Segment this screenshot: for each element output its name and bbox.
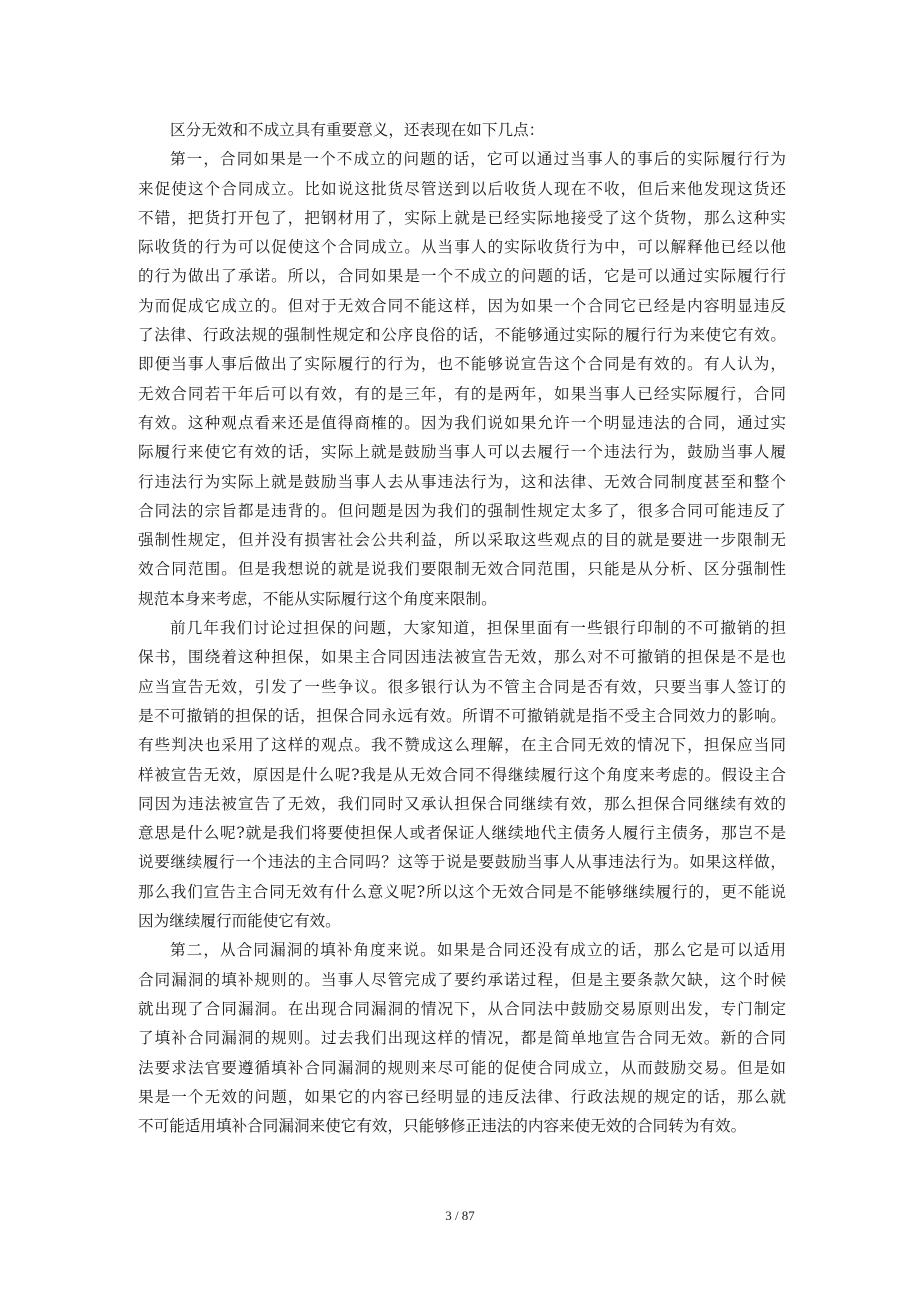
- text-line: 即便当事人事后做出了实际履行的行为，也不能够说宣告这个合同是有效的。有人认为，: [138, 355, 786, 374]
- text-line: 规范本身来考虑，不能从实际履行这个角度来限制。: [138, 589, 497, 608]
- text-line: 是不可撤销的担保的话，担保合同永远有效。所谓不可撤销就是指不受主合同效力的影响。: [138, 706, 786, 725]
- text-line: 那么我们宣告主合同无效有什么意义呢?所以这个无效合同是不能够继续履行的，更不能说: [138, 882, 786, 901]
- text-line: 第一，合同如果是一个不成立的问题的话，它可以通过当事人的事后的实际履行行为: [170, 150, 786, 169]
- text-line: 无效合同若干年后可以有效，有的是三年，有的是两年，如果当事人已经实际履行，合同: [138, 384, 786, 403]
- document-body: [138, 116, 786, 1141]
- text-line: 果是一个无效的问题，如果它的内容已经明显的违反法律、行政法规的规定的话，那么就: [138, 1087, 786, 1106]
- text-line: 的行为做出了承诺。所以，合同如果是一个不成立的问题的话，它是可以通过实际履行行: [138, 267, 786, 286]
- text-line: 前几年我们讨论过担保的问题，大家知道，担保里面有一些银行印制的不可撤销的担: [170, 619, 786, 638]
- text-line: 说要继续履行一个违法的主合同吗？这等于说是要鼓励当事人从事违法行为。如果这样做，: [138, 853, 786, 872]
- text-line: 来促使这个合同成立。比如说这批货尽管送到以后收货人现在不收，但后来他发现这货还: [138, 179, 786, 198]
- text-line: 强制性规定，但并没有损害社会公共利益，所以采取这些观点的目的就是要进一步限制无: [138, 531, 786, 550]
- text-line: 样被宣告无效，原因是什么呢?我是从无效合同不得继续履行这个角度来考虑的。假设主合: [138, 765, 786, 784]
- text-line: 了法律、行政法规的强制性规定和公序良俗的话，不能够通过实际的履行行为来使它有效。: [138, 326, 786, 345]
- text-line: 有效。这种观点看来还是值得商榷的。因为我们说如果允许一个明显违法的合同，通过实: [138, 413, 786, 432]
- text-line: 区分无效和不成立具有重要意义，还表现在如下几点：: [170, 121, 545, 139]
- text-line: 法要求法官要遵循填补合同漏洞的规则来尽可能的促使合同成立，从而鼓励交易。但是如: [138, 1058, 786, 1077]
- text-line: 行违法行为实际上就是鼓励当事人去从事违法行为，这和法律、无效合同制度甚至和整个: [138, 472, 786, 491]
- text-line: 第二，从合同漏洞的填补角度来说。如果是合同还没有成立的话，那么它是可以适用: [170, 941, 786, 960]
- text-line: 际履行来使它有效的话，实际上就是鼓励当事人可以去履行一个违法行为，鼓励当事人履: [138, 443, 786, 462]
- text-line: 就出现了合同漏洞。在出现合同漏洞的情况下，从合同法中鼓励交易原则出发，专门制定: [138, 999, 786, 1018]
- text-line: 了填补合同漏洞的规则。过去我们出现这样的情况，都是简单地宣告合同无效。新的合同: [138, 1029, 786, 1048]
- page-number: 3 / 87: [445, 1208, 475, 1223]
- text-line: 不错，把货打开包了，把钢材用了，实际上就是已经实际地接受了这个货物，那么这种实: [138, 208, 786, 227]
- text-line: 合同法的宗旨都是违背的。但问题是因为我们的强制性规定太多了，很多合同可能违反了: [138, 501, 786, 520]
- text-line: 效合同范围。但是我想说的就是说我们要限制无效合同范围，只能是从分析、区分强制性: [138, 560, 786, 579]
- text-line: 意思是什么呢?就是我们将要使担保人或者保证人继续地代主债务人履行主债务，那岂不是: [138, 824, 786, 843]
- text-line: 合同漏洞的填补规则的。当事人尽管完成了要约承诺过程，但是主要条款欠缺，这个时候: [138, 970, 786, 989]
- text-line: 不可能适用填补合同漏洞来使它有效，只能够修正违法的内容来使无效的合同转为有效。: [138, 1117, 747, 1136]
- text-line: 同因为违法被宣告了无效，我们同时又承认担保合同继续有效，那么担保合同继续有效的: [138, 794, 786, 813]
- text-line: 应当宣告无效，引发了一些争议。很多银行认为不管主合同是否有效，只要当事人签订的: [138, 677, 786, 696]
- text-line: 保书，围绕着这种担保，如果主合同因违法被宣告无效，那么对不可撤销的担保是不是也: [138, 648, 786, 667]
- text-line: 因为继续履行而能使它有效。: [138, 912, 341, 931]
- text-line: 为而促成它成立的。但对于无效合同不能这样，因为如果一个合同它已经是内容明显违反: [138, 296, 786, 315]
- text-line: 际收货的行为可以促使这个合同成立。从当事人的实际收货行为中，可以解释他已经以他: [138, 238, 786, 257]
- text-line: 有些判决也采用了这样的观点。我不赞成这么理解，在主合同无效的情况下，担保应当同: [138, 736, 786, 755]
